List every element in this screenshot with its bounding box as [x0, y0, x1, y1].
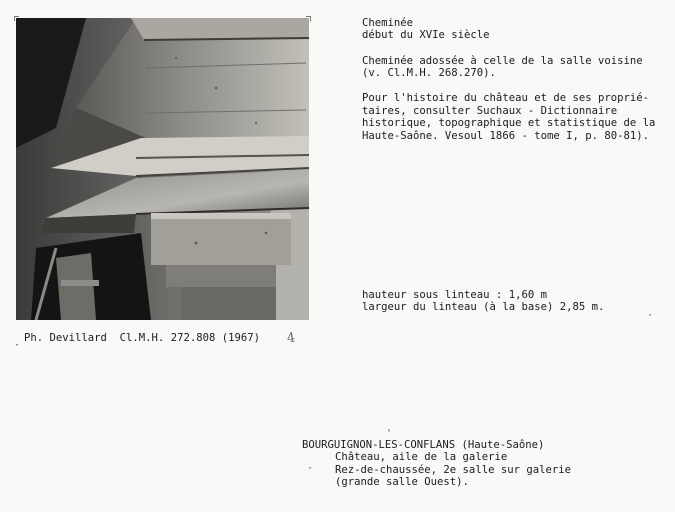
location-line-2: Château, aile de la galerie: [335, 451, 508, 463]
fireplace-photo: [16, 18, 309, 320]
photo-corner-mark: [306, 16, 311, 21]
margin-tick: ·: [647, 310, 654, 321]
note-line-1: Cheminée adossée à celle de la salle voisine: [362, 55, 643, 67]
note-line-2: (v. Cl.M.H. 268.270).: [362, 67, 496, 79]
history-line-2: taires, consulter Suchaux - Dictionnaire: [362, 105, 618, 117]
margin-tick: ·: [307, 463, 314, 474]
history-line-3: historique, topographique et statistique de la: [362, 117, 656, 129]
location-line-4: (grande salle Ouest).: [335, 476, 469, 488]
history-line-4: Haute-Saône. Vesoul 1866 - tome I, p. 80-81).: [362, 130, 650, 142]
title-line-2: début du XVIe siècle: [362, 29, 490, 41]
location-line-1: BOURGUIGNON-LES-CONFLANS (Haute-Saône): [302, 439, 545, 451]
height-dimension: hauteur sous linteau : 1,60 m: [362, 289, 547, 301]
margin-tick: ': [386, 428, 393, 439]
handwritten-mark: 4: [285, 330, 297, 347]
margin-tick: ·: [14, 340, 21, 351]
width-dimension: largeur du linteau (à la base) 2,85 m.: [362, 301, 605, 313]
history-line-1: Pour l'histoire du château et de ses proprié-: [362, 92, 650, 104]
location-line-3: Rez-de-chaussée, 2e salle sur galerie: [335, 464, 571, 476]
title-line-1: Cheminée: [362, 17, 414, 29]
photo-credit: Ph. Devillard Cl.M.H. 272.808 (1967): [24, 332, 260, 344]
photo-corner-mark: [14, 16, 19, 21]
